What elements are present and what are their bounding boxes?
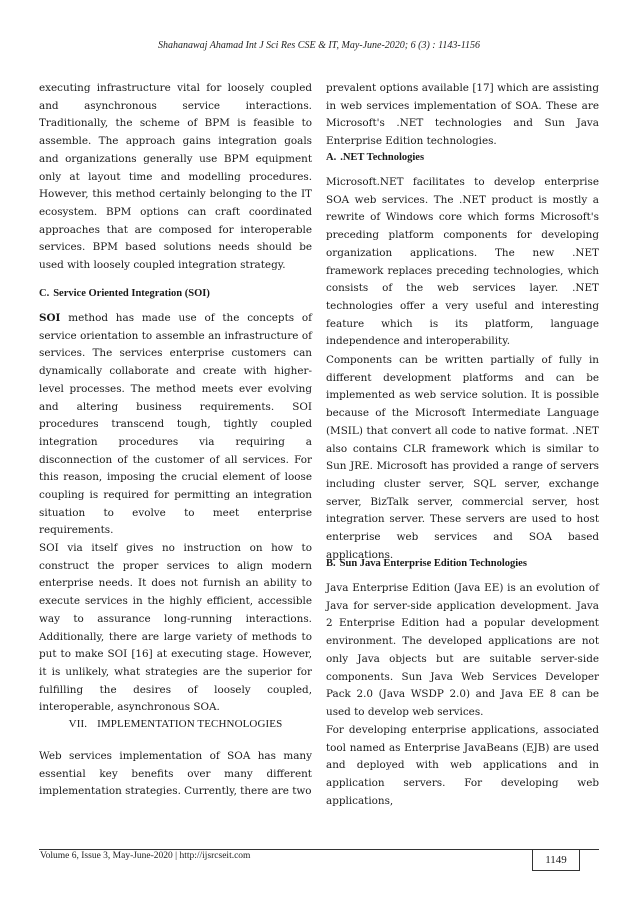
- paragraph-bpm: executing infrastructure vital for loosely coupled and asynchronous service interactions. Traditionally, the scheme of BPM is feasible to assemble. The approach gains integration goals and organizations generally use BPM equipment only at layout time and modelling procedures. However, this method certainly belonging to the IT ecosystem. BPM options can craft coordinated approaches that are composed for interoperable services. BPM based solutions needs should be used with loosely coupled integration strategy.: [39, 82, 312, 272]
- paragraph-soi: [39, 310, 312, 537]
- right-column: [326, 80, 599, 811]
- footer-rule: [39, 849, 599, 850]
- section-title: IMPLEMENTATION TECHNOLOGIES: [97, 718, 283, 730]
- paragraph-soi-guidance: SOI via itself gives no instruction on how to construct the proper services to align modern enterprise needs. It does not furnish an ability to execute services in the highly efficient, accessible way to assurance long-running interactions. Additionally, there are large variety of methods to put to make SOI [16] at executing stage. However, it is unlikely, what strategies are the superior for fulfilling the desires of loosely coupled, interoperable, asynchronous SOA.: [39, 542, 312, 714]
- heading-label: B.: [326, 558, 336, 569]
- heading-label: A.: [326, 152, 337, 163]
- paragraph-soi-text: method has made use of the concepts of service orientation to assemble an infrastructure of services. The services enterprise customers can dynamically collaborate and create with higher-level processes. The method meets ever evolving and altering business requirements. SOI procedures transcend tough, tightly coupled integration procedures via requiring a disconnection of the customer of all services. For this reason, imposing the crucial element of loose coupling is required for permitting an integration situation to evolve to meet enterprise requirements.: [39, 312, 312, 537]
- paragraph-components: Components can be written partially of fully in different development platforms and can be implemented as web service solution. It is possible because of the Microsoft Intermediate Language (MSIL) that convert all code to native format. .NET also contains CLR framework which is similar to Sun JRE. Microsoft has provided a range of servers including cluster server, SQL server, exchange server, BizTalk server, commercial server, host integration server. These servers are used to host enterprise web services and SOA based applications.: [326, 354, 599, 561]
- footer-citation: Volume 6, Issue 3, May-June-2020 | http://ijsrcseit.com: [40, 851, 251, 861]
- page-number: 1149: [532, 850, 580, 871]
- heading-title: .NET Technologies: [340, 152, 425, 163]
- left-column: [39, 80, 312, 801]
- section-heading: [39, 718, 312, 748]
- paragraph-options: prevalent options available [17] which are assisting in web services implementation of SOA. These are Microsoft's .NET technologies and Sun Java Enterprise Edition technologies.: [326, 82, 599, 148]
- section-number: VII.: [68, 718, 88, 730]
- running-header: Shahanawaj Ahamad Int J Sci Res CSE & IT, May-June-2020; 6 (3) : 1143-1156: [158, 40, 480, 51]
- keyword-soi: SOI: [39, 312, 61, 324]
- paragraph-ejb: For developing enterprise applications, associated tool named as Enterprise JavaBeans (EJB) are used and deployed with web applications and in application servers. For developing web applications,: [326, 724, 599, 807]
- heading-title: Service Oriented Integration (SOI): [53, 288, 210, 299]
- heading-label: C.: [39, 288, 50, 299]
- heading-java: [326, 558, 599, 580]
- heading-net: [326, 152, 599, 174]
- paragraph-java: Java Enterprise Edition (Java EE) is an evolution of Java for server-side application development. Java 2 Enterprise Edition had a popular development environment. The developed applications are not only Java objects but are suitable server-side components. Sun Java Web Services Developer Pack 2.0 (Java WSDP 2.0) and Java EE 8 can be used to develop web services.: [326, 582, 599, 718]
- paragraph-net: Microsoft.NET facilitates to develop enterprise SOA web services. The .NET product is mostly a rewrite of Windows core which forms Microsoft's preceding platform components for developing organization applications. The new .NET framework replaces preceding technologies, which consists of the web services layer. .NET technologies offer a very useful and interesting feature which is its platform, language independence and interoperability.: [326, 176, 599, 348]
- paragraph-implementation: Web services implementation of SOA has many essential key benefits over many different implementation strategies. Currently, there are two: [39, 750, 312, 798]
- heading-soi: [39, 288, 312, 310]
- heading-title: Sun Java Enterprise Edition Technologies: [339, 558, 527, 569]
